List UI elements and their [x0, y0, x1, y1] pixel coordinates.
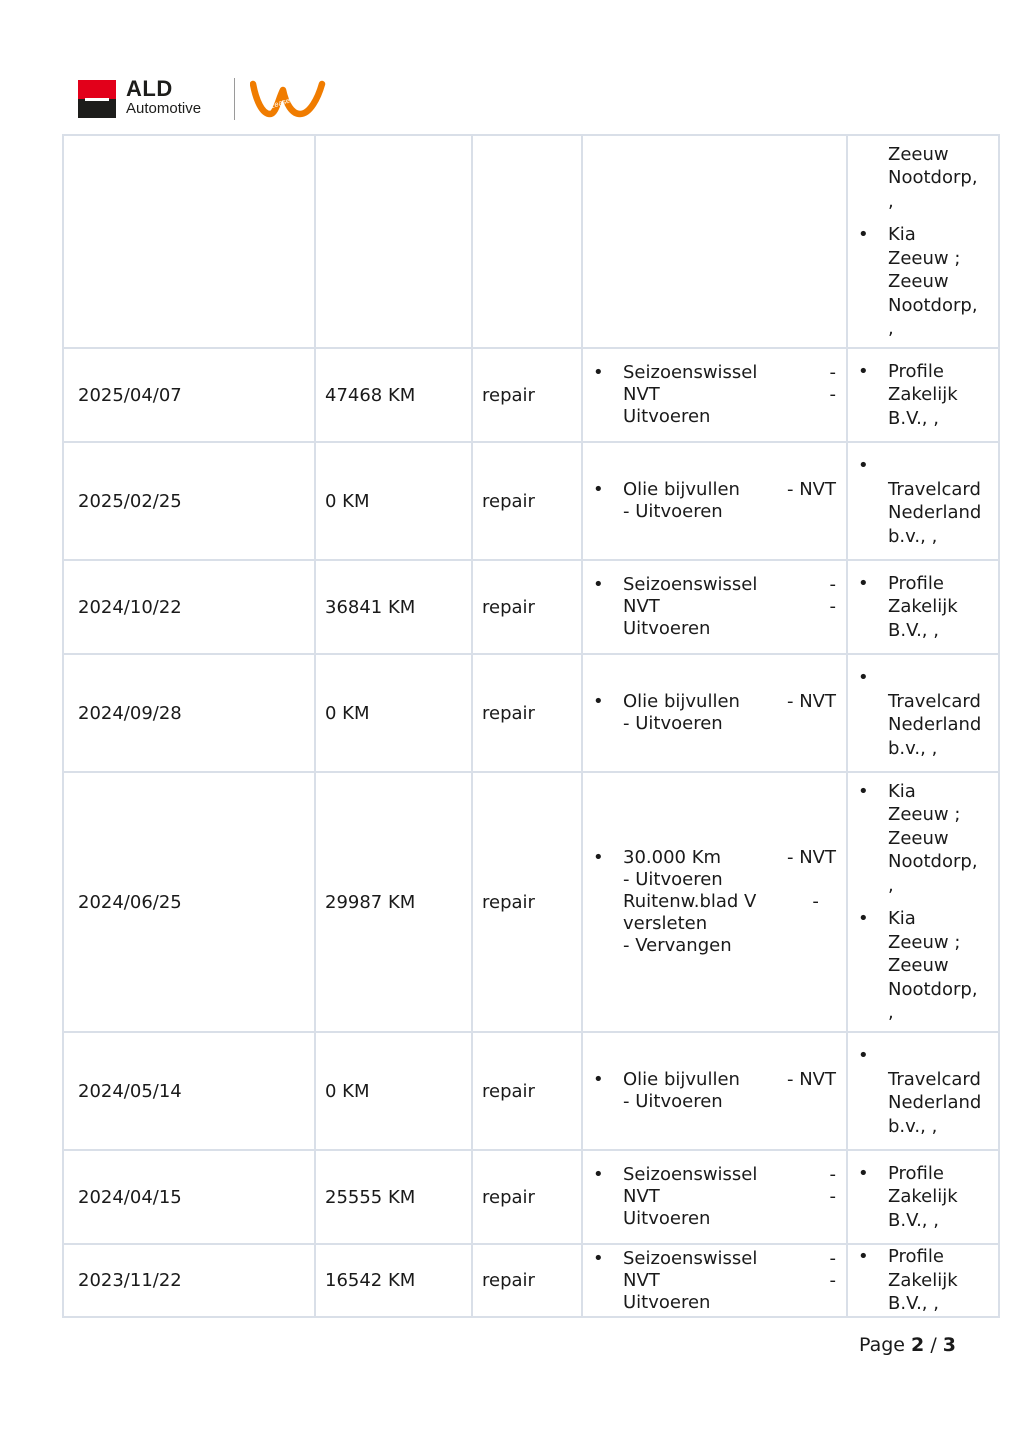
supplier-cell [847, 348, 999, 442]
type-cell: repair [472, 654, 582, 772]
activity-value: - [812, 891, 836, 912]
supplier-line: Zakelijk [888, 596, 958, 618]
activity-text: - Uitvoeren [623, 713, 723, 734]
supplier-line: Zakelijk [888, 384, 958, 406]
activity-text: Seizoenswissel [623, 362, 758, 383]
table-row [63, 442, 999, 560]
supplier-line: , [888, 874, 894, 896]
leaseplan-logo-text: LeasePlan [268, 90, 306, 111]
supplier-line: Zeeuw [888, 143, 949, 165]
bullet-icon: • [593, 1164, 604, 1185]
activity-text: Uitvoeren [623, 406, 711, 427]
type-cell: repair [472, 442, 582, 560]
type-cell: repair [472, 1150, 582, 1244]
activity-text: Seizoenswissel [623, 1247, 758, 1269]
activities-cell [582, 654, 847, 772]
page-current: 2 [911, 1334, 925, 1356]
supplier-item [848, 1245, 998, 1316]
date-cell: 2024/05/14 [63, 1032, 315, 1150]
activity-text: Ruitenw.blad V [623, 891, 757, 912]
bullet-icon: • [858, 1246, 869, 1268]
bullet-icon: • [593, 574, 604, 595]
supplier-line [888, 1044, 992, 1068]
type-cell: repair [472, 348, 582, 442]
date-cell: 2024/06/25 [63, 772, 315, 1032]
bullet-icon: • [858, 667, 869, 688]
supplier-item [848, 1044, 998, 1138]
supplier-line: , [888, 318, 894, 339]
activity-text: Olie bijvullen [623, 1069, 740, 1090]
date-cell: 2024/09/28 [63, 654, 315, 772]
ald-logo-line1: ALD [126, 76, 173, 101]
supplier-line: Zeeuw [888, 955, 949, 976]
activity-text: Olie bijvullen [623, 691, 740, 712]
supplier-line: Zeeuw [888, 827, 949, 849]
supplier-line: Travelcard [888, 690, 981, 712]
supplier-line: Zeeuw ; [888, 804, 961, 825]
supplier-cell [847, 560, 999, 654]
activity-text: NVT [623, 1186, 660, 1207]
supplier-line [888, 454, 992, 478]
activity-item [583, 891, 846, 957]
mileage-cell: 25555 KM [315, 1150, 472, 1244]
supplier-line: Nederland [888, 1092, 982, 1113]
bullet-icon: • [858, 780, 869, 802]
date-cell: 2024/04/15 [63, 1150, 315, 1244]
table-row [63, 348, 999, 442]
supplier-line: Nederland [888, 502, 982, 523]
activity-value: - [829, 1186, 836, 1207]
supplier-item [848, 907, 998, 1025]
supplier-line: Nootdorp, [888, 167, 978, 188]
bullet-icon: • [593, 691, 604, 712]
activity-text: Seizoenswissel [623, 1164, 758, 1185]
date-cell: 2025/02/25 [63, 442, 315, 560]
bullet-icon: • [593, 479, 604, 500]
activities-cell [582, 135, 847, 348]
bullet-icon: • [858, 455, 869, 476]
supplier-line: Nederland [888, 714, 982, 735]
supplier-item [848, 143, 998, 214]
supplier-line: Zeeuw ; [888, 247, 961, 269]
type-cell: repair [472, 560, 582, 654]
activity-item [583, 1069, 846, 1113]
supplier-cell [847, 654, 999, 772]
supplier-line: Zakelijk [888, 1269, 958, 1291]
maintenance-history-table [62, 134, 1000, 1318]
activity-value: - [829, 596, 836, 617]
table-body [63, 135, 999, 1317]
activity-value: - [829, 1269, 836, 1291]
activity-text: Olie bijvullen [623, 479, 740, 500]
bullet-icon: • [858, 360, 869, 382]
supplier-line: Travelcard [888, 1068, 981, 1090]
date-cell: 2025/04/07 [63, 348, 315, 442]
page-header [78, 78, 338, 120]
supplier-item [848, 572, 998, 643]
activity-value: - [829, 1247, 836, 1269]
ald-logo-line2: Automotive [126, 100, 202, 117]
bullet-icon: • [858, 908, 869, 929]
activity-text: versleten [623, 913, 708, 934]
activities-cell [582, 1150, 847, 1244]
supplier-line: b.v., , [888, 1115, 938, 1137]
supplier-line: b.v., , [888, 737, 938, 759]
supplier-line: B.V., , [888, 619, 939, 641]
supplier-line: Nootdorp, [888, 851, 978, 872]
supplier-line: , [888, 1002, 894, 1023]
activity-item [583, 691, 846, 735]
bullet-icon: • [593, 1247, 604, 1269]
page-separator: / [930, 1334, 937, 1356]
activities-cell [582, 1244, 847, 1317]
table-row [63, 560, 999, 654]
supplier-line: Kia [888, 908, 916, 929]
activity-item [583, 574, 846, 640]
supplier-line: Profile [888, 572, 944, 594]
bullet-icon: • [593, 362, 604, 383]
supplier-line: Travelcard [888, 478, 981, 500]
table-row [63, 772, 999, 1032]
supplier-line: Kia [888, 224, 916, 245]
activity-text: Uitvoeren [623, 1291, 711, 1313]
activity-text: - Uitvoeren [623, 1091, 723, 1112]
table-row [63, 654, 999, 772]
activity-value: - NVT [787, 847, 836, 868]
supplier-item [848, 666, 998, 760]
supplier-cell [847, 1150, 999, 1244]
page-total: 3 [942, 1334, 957, 1356]
mileage-cell: 0 KM [315, 1032, 472, 1150]
activity-text: Uitvoeren [623, 1208, 711, 1229]
activities-cell [582, 1032, 847, 1150]
supplier-cell [847, 442, 999, 560]
activity-text: Seizoenswissel [623, 574, 758, 595]
supplier-item [848, 780, 998, 898]
page-indicator [859, 1334, 956, 1356]
supplier-line: Zeeuw ; [888, 931, 961, 953]
mileage-cell [315, 135, 472, 348]
bullet-icon: • [858, 1162, 869, 1184]
supplier-line: Nootdorp, [888, 978, 978, 1000]
activity-value: - NVT [787, 691, 836, 712]
supplier-line: Zakelijk [888, 1186, 958, 1208]
table-row [63, 1150, 999, 1244]
activity-value: - [829, 1164, 836, 1185]
activity-item [583, 479, 846, 523]
supplier-line: Profile [888, 360, 944, 382]
type-cell [472, 135, 582, 348]
bullet-icon: • [593, 1069, 604, 1090]
page-label: Page [859, 1334, 905, 1356]
mileage-cell: 0 KM [315, 442, 472, 560]
activity-item [583, 1164, 846, 1230]
table-row [63, 1032, 999, 1150]
activities-cell [582, 442, 847, 560]
activity-item [583, 1248, 846, 1314]
supplier-line: b.v., , [888, 525, 938, 547]
activity-text: - Uitvoeren [623, 501, 723, 522]
mileage-cell: 29987 KM [315, 772, 472, 1032]
supplier-line: Profile [888, 1246, 944, 1268]
supplier-cell [847, 1244, 999, 1317]
supplier-line: B.V., , [888, 1209, 939, 1231]
bullet-icon: • [858, 224, 869, 245]
activities-cell [582, 772, 847, 1032]
activity-text: NVT [623, 1269, 660, 1291]
supplier-item [848, 360, 998, 431]
supplier-line: B.V., , [888, 1293, 939, 1315]
activities-cell [582, 560, 847, 654]
activity-text: - Uitvoeren [623, 869, 723, 890]
supplier-line [888, 666, 992, 690]
ald-logo-mark [78, 80, 116, 118]
type-cell: repair [472, 772, 582, 1032]
ald-logo-text [126, 78, 201, 118]
table-row [63, 1244, 999, 1317]
supplier-line: B.V., , [888, 407, 939, 429]
activity-text: 30.000 Km [623, 847, 722, 868]
table-row [63, 135, 999, 348]
supplier-cell [847, 1032, 999, 1150]
supplier-cell [847, 135, 999, 348]
supplier-line: Profile [888, 1162, 944, 1184]
activity-text: Uitvoeren [623, 618, 711, 639]
supplier-line: Zeeuw [888, 271, 949, 292]
activity-text: NVT [623, 596, 660, 617]
supplier-cell [847, 772, 999, 1032]
bullet-icon: • [858, 572, 869, 594]
supplier-item [848, 454, 998, 548]
bullet-icon: • [858, 1045, 869, 1066]
logo-divider [234, 78, 235, 120]
date-cell [63, 135, 315, 348]
mileage-cell: 36841 KM [315, 560, 472, 654]
supplier-line: , [888, 190, 894, 212]
activity-value: - NVT [787, 1069, 836, 1090]
supplier-line: Nootdorp, [888, 294, 978, 316]
supplier-item [848, 223, 998, 341]
activity-value: - [829, 362, 836, 383]
activity-text: NVT [623, 384, 660, 405]
activity-item [583, 847, 846, 891]
supplier-line: Kia [888, 780, 916, 802]
mileage-cell: 0 KM [315, 654, 472, 772]
mileage-cell: 47468 KM [315, 348, 472, 442]
type-cell: repair [472, 1032, 582, 1150]
activity-value: - [829, 384, 836, 405]
activity-value: - NVT [787, 479, 836, 500]
activity-item [583, 362, 846, 428]
activity-text: - Vervangen [623, 935, 732, 956]
activity-value: - [829, 574, 836, 595]
supplier-item [848, 1162, 998, 1233]
activities-cell [582, 348, 847, 442]
type-cell: repair [472, 1244, 582, 1317]
bullet-icon: • [593, 847, 604, 868]
leaseplan-logo [250, 78, 326, 120]
mileage-cell: 16542 KM [315, 1244, 472, 1317]
date-cell: 2023/11/22 [63, 1244, 315, 1317]
date-cell: 2024/10/22 [63, 560, 315, 654]
